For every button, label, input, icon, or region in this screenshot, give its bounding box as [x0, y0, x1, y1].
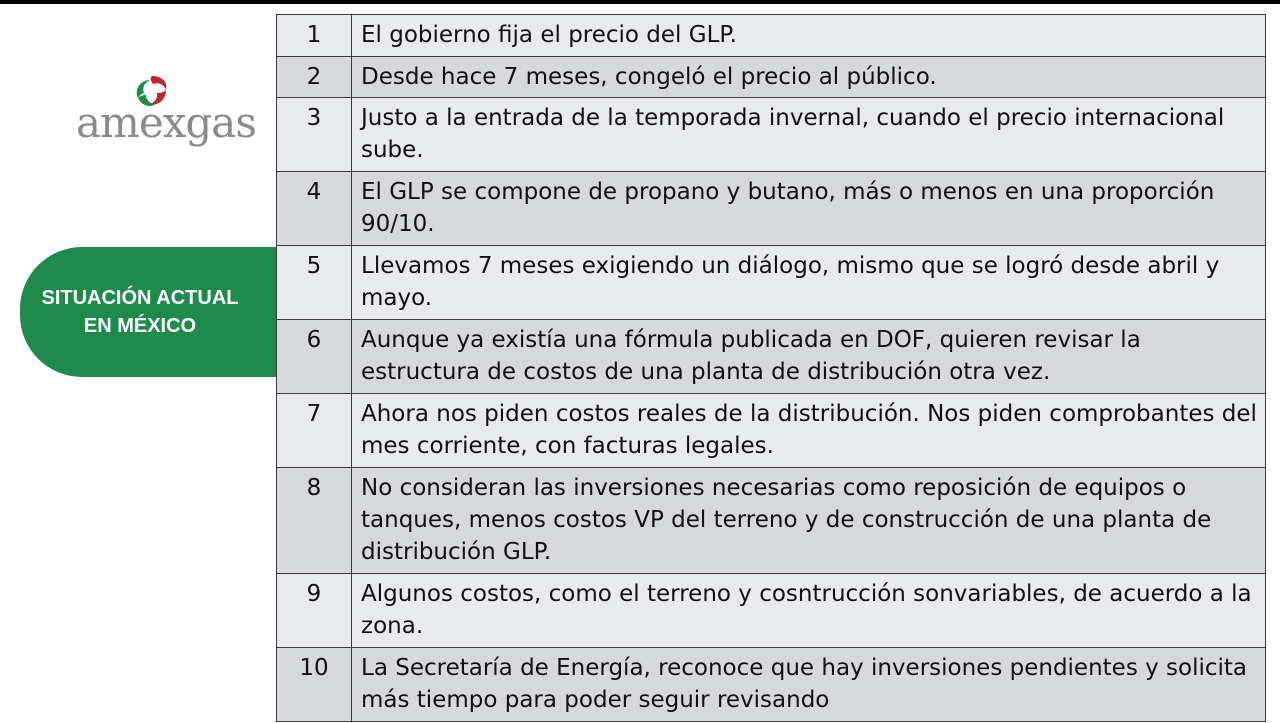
table-row: [277, 57, 1266, 98]
row-text: El GLP se compone de propano y butano, más o menos en una proporción 90/10.: [352, 172, 1266, 246]
amexgas-logo: [72, 72, 256, 162]
table-row: [277, 574, 1266, 648]
table-row: [277, 648, 1266, 722]
table-row: [277, 15, 1266, 57]
row-text: Algunos costos, como el terreno y cosntrucción sonvariables, de acuerdo a la zona.: [352, 574, 1266, 648]
row-text: Aunque ya existía una fórmula publicada en DOF, quieren revisar la estructura de costos de una planta de distribución otra vez.: [352, 320, 1266, 394]
table: [276, 14, 1266, 722]
row-text: La Secretaría de Energía, reconoce que hay inversiones pendientes y solicita más tiempo para poder seguir revisando: [352, 648, 1266, 722]
badge-label: [20, 284, 260, 340]
row-text: El gobierno fija el precio del GLP.: [352, 15, 1266, 57]
row-number: 7: [277, 394, 352, 468]
row-text: Ahora nos piden costos reales de la distribución. Nos piden comprobantes del mes corriente, con facturas legales.: [352, 394, 1266, 468]
table-row: [277, 468, 1266, 574]
row-text: No consideran las inversiones necesarias como reposición de equipos o tanques, menos costos VP del terreno y de construcción de una planta de distribución GLP.: [352, 468, 1266, 574]
row-text: Llevamos 7 meses exigiendo un diálogo, mismo que se logró desde abril y mayo.: [352, 246, 1266, 320]
row-number: 9: [277, 574, 352, 648]
badge-line-2: EN MÉXICO: [83, 315, 197, 337]
row-number: 2: [277, 57, 352, 98]
row-number: 10: [277, 648, 352, 722]
badge-line-1: SITUACIÓN ACTUAL: [41, 287, 239, 309]
table-row: [277, 98, 1266, 172]
row-number: 3: [277, 98, 352, 172]
row-number: 4: [277, 172, 352, 246]
row-text: Desde hace 7 meses, congeló el precio al público.: [352, 57, 1266, 98]
row-text: Justo a la entrada de la temporada invernal, cuando el precio internacional sube.: [352, 98, 1266, 172]
table-row: [277, 320, 1266, 394]
top-rule: [0, 0, 1280, 4]
logo-wordmark: amexgas: [76, 98, 256, 147]
row-number: 1: [277, 15, 352, 57]
row-number: 5: [277, 246, 352, 320]
table-row: [277, 246, 1266, 320]
situation-table: [276, 14, 1266, 722]
table-row: [277, 172, 1266, 246]
row-number: 6: [277, 320, 352, 394]
status-badge: [20, 247, 310, 377]
table-row: [277, 394, 1266, 468]
row-number: 8: [277, 468, 352, 574]
